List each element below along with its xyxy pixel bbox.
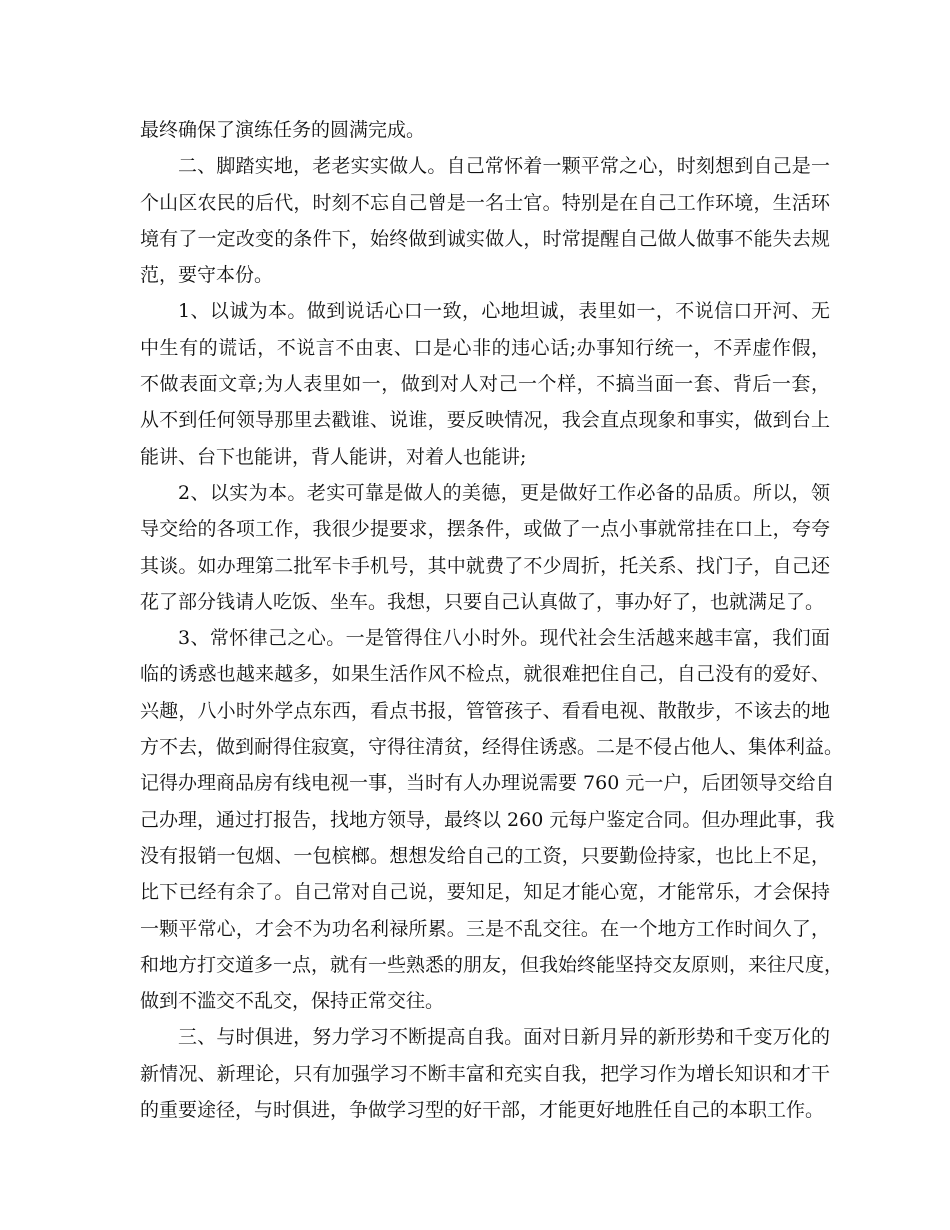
text-line: 不做表面文章;为人表里如一，做到对人对己一个样，不搞当面一套、背后一套， xyxy=(140,373,830,396)
text-line: 从不到任何领导那里去戳谁、说谁，要反映情况，我会直点现象和事实，做到台上 xyxy=(140,409,830,432)
text-line: 比下已经有余了。自己常对自己说，要知足，知足才能心宽，才能常乐，才会保持 xyxy=(140,881,830,904)
text-line: 做到不滥交不乱交，保持正常交往。 xyxy=(140,990,445,1013)
text-line: 境有了一定改变的条件下，始终做到诚实做人，时常提醒自己做人做事不能失去规 xyxy=(140,227,830,250)
text-line: 导交给的各项工作，我很少提要求，摆条件，或做了一点小事就常挂在口上，夸夸 xyxy=(140,518,830,541)
text-line: 其谈。如办理第二批军卡手机号，其中就费了不少周折，托关系、找门子，自己还 xyxy=(140,554,830,577)
text-line: 己办理，通过打报告，找地方领导，最终以 260 元每户鉴定合同。但办理此事，我 xyxy=(140,808,835,831)
text-line: 兴趣，八小时外学点东西，看点书报，管管孩子、看看电视、散散步，不该去的地 xyxy=(140,699,830,722)
paragraph-start-line: 三、与时俱进，努力学习不断提高自我。面对日新月异的新形势和千变万化的 xyxy=(178,1026,830,1049)
text-line: 最终确保了演练任务的圆满完成。 xyxy=(140,119,426,141)
text-line: 的重要途径，与时俱进，争做学习型的好干部，才能更好地胜任自己的本职工作。 xyxy=(140,1099,825,1122)
text-line: 没有报销一包烟、一包槟榔。想想发给自己的工资，只要勤俭持家，也比上不足， xyxy=(140,844,830,867)
paragraph-start-line: 2、以实为本。老实可靠是做人的美德，更是做好工作必备的品质。所以，领 xyxy=(178,481,830,504)
text-line: 方不去，做到耐得住寂寞，守得往清贫，经得住诱惑。二是不侵占他人、集体利益。 xyxy=(140,736,844,759)
text-line: 一颗平常心，才会不为功名利禄所累。三是不乱交往。在一个地方工作时间久了， xyxy=(140,917,830,940)
text-line: 新情况、新理论，只有加强学习不断丰富和充实自我，把学习作为增长知识和才干 xyxy=(140,1062,830,1085)
text-line: 能讲、台下也能讲，背人能讲，对着人也能讲; xyxy=(140,445,527,468)
text-line: 临的诱惑也越来越多，如果生活作风不检点，就很难把住自己，自己没有的爱好、 xyxy=(140,663,830,686)
text-line: 范，要守本份。 xyxy=(140,264,274,287)
document-body xyxy=(140,112,844,1128)
paragraph-start-line: 1、以诚为本。做到说话心口一致，心地坦诚，表里如一，不说信口开河、无 xyxy=(178,300,830,323)
text-line: 和地方打交道多一点，就有一些熟悉的朋友，但我始终能坚持交友原则，来往尺度， xyxy=(140,953,844,976)
paragraph-start-line: 3、常怀律己之心。一是管得住八小时外。现代社会生活越来越丰富，我们面 xyxy=(178,627,830,650)
text-line: 花了部分钱请人吃饭、坐车。我想，只要自己认真做了，事办好了，也就满足了。 xyxy=(140,590,825,613)
paragraph-start-line: 二、脚踏实地，老老实实做人。自己常怀着一颗平常之心，时刻想到自己是一 xyxy=(178,155,830,178)
text-line: 个山区农民的后代，时刻不忘自己曾是一名士官。特别是在自己工作环境，生活环 xyxy=(140,191,830,214)
text-line: 中生有的谎话，不说言不由衷、口是心非的违心话;办事知行统一，不弄虚作假， xyxy=(140,336,830,359)
text-line: 记得办理商品房有线电视一事，当时有人办理说需要 760 元一户，后团领导交给自 xyxy=(140,772,835,795)
